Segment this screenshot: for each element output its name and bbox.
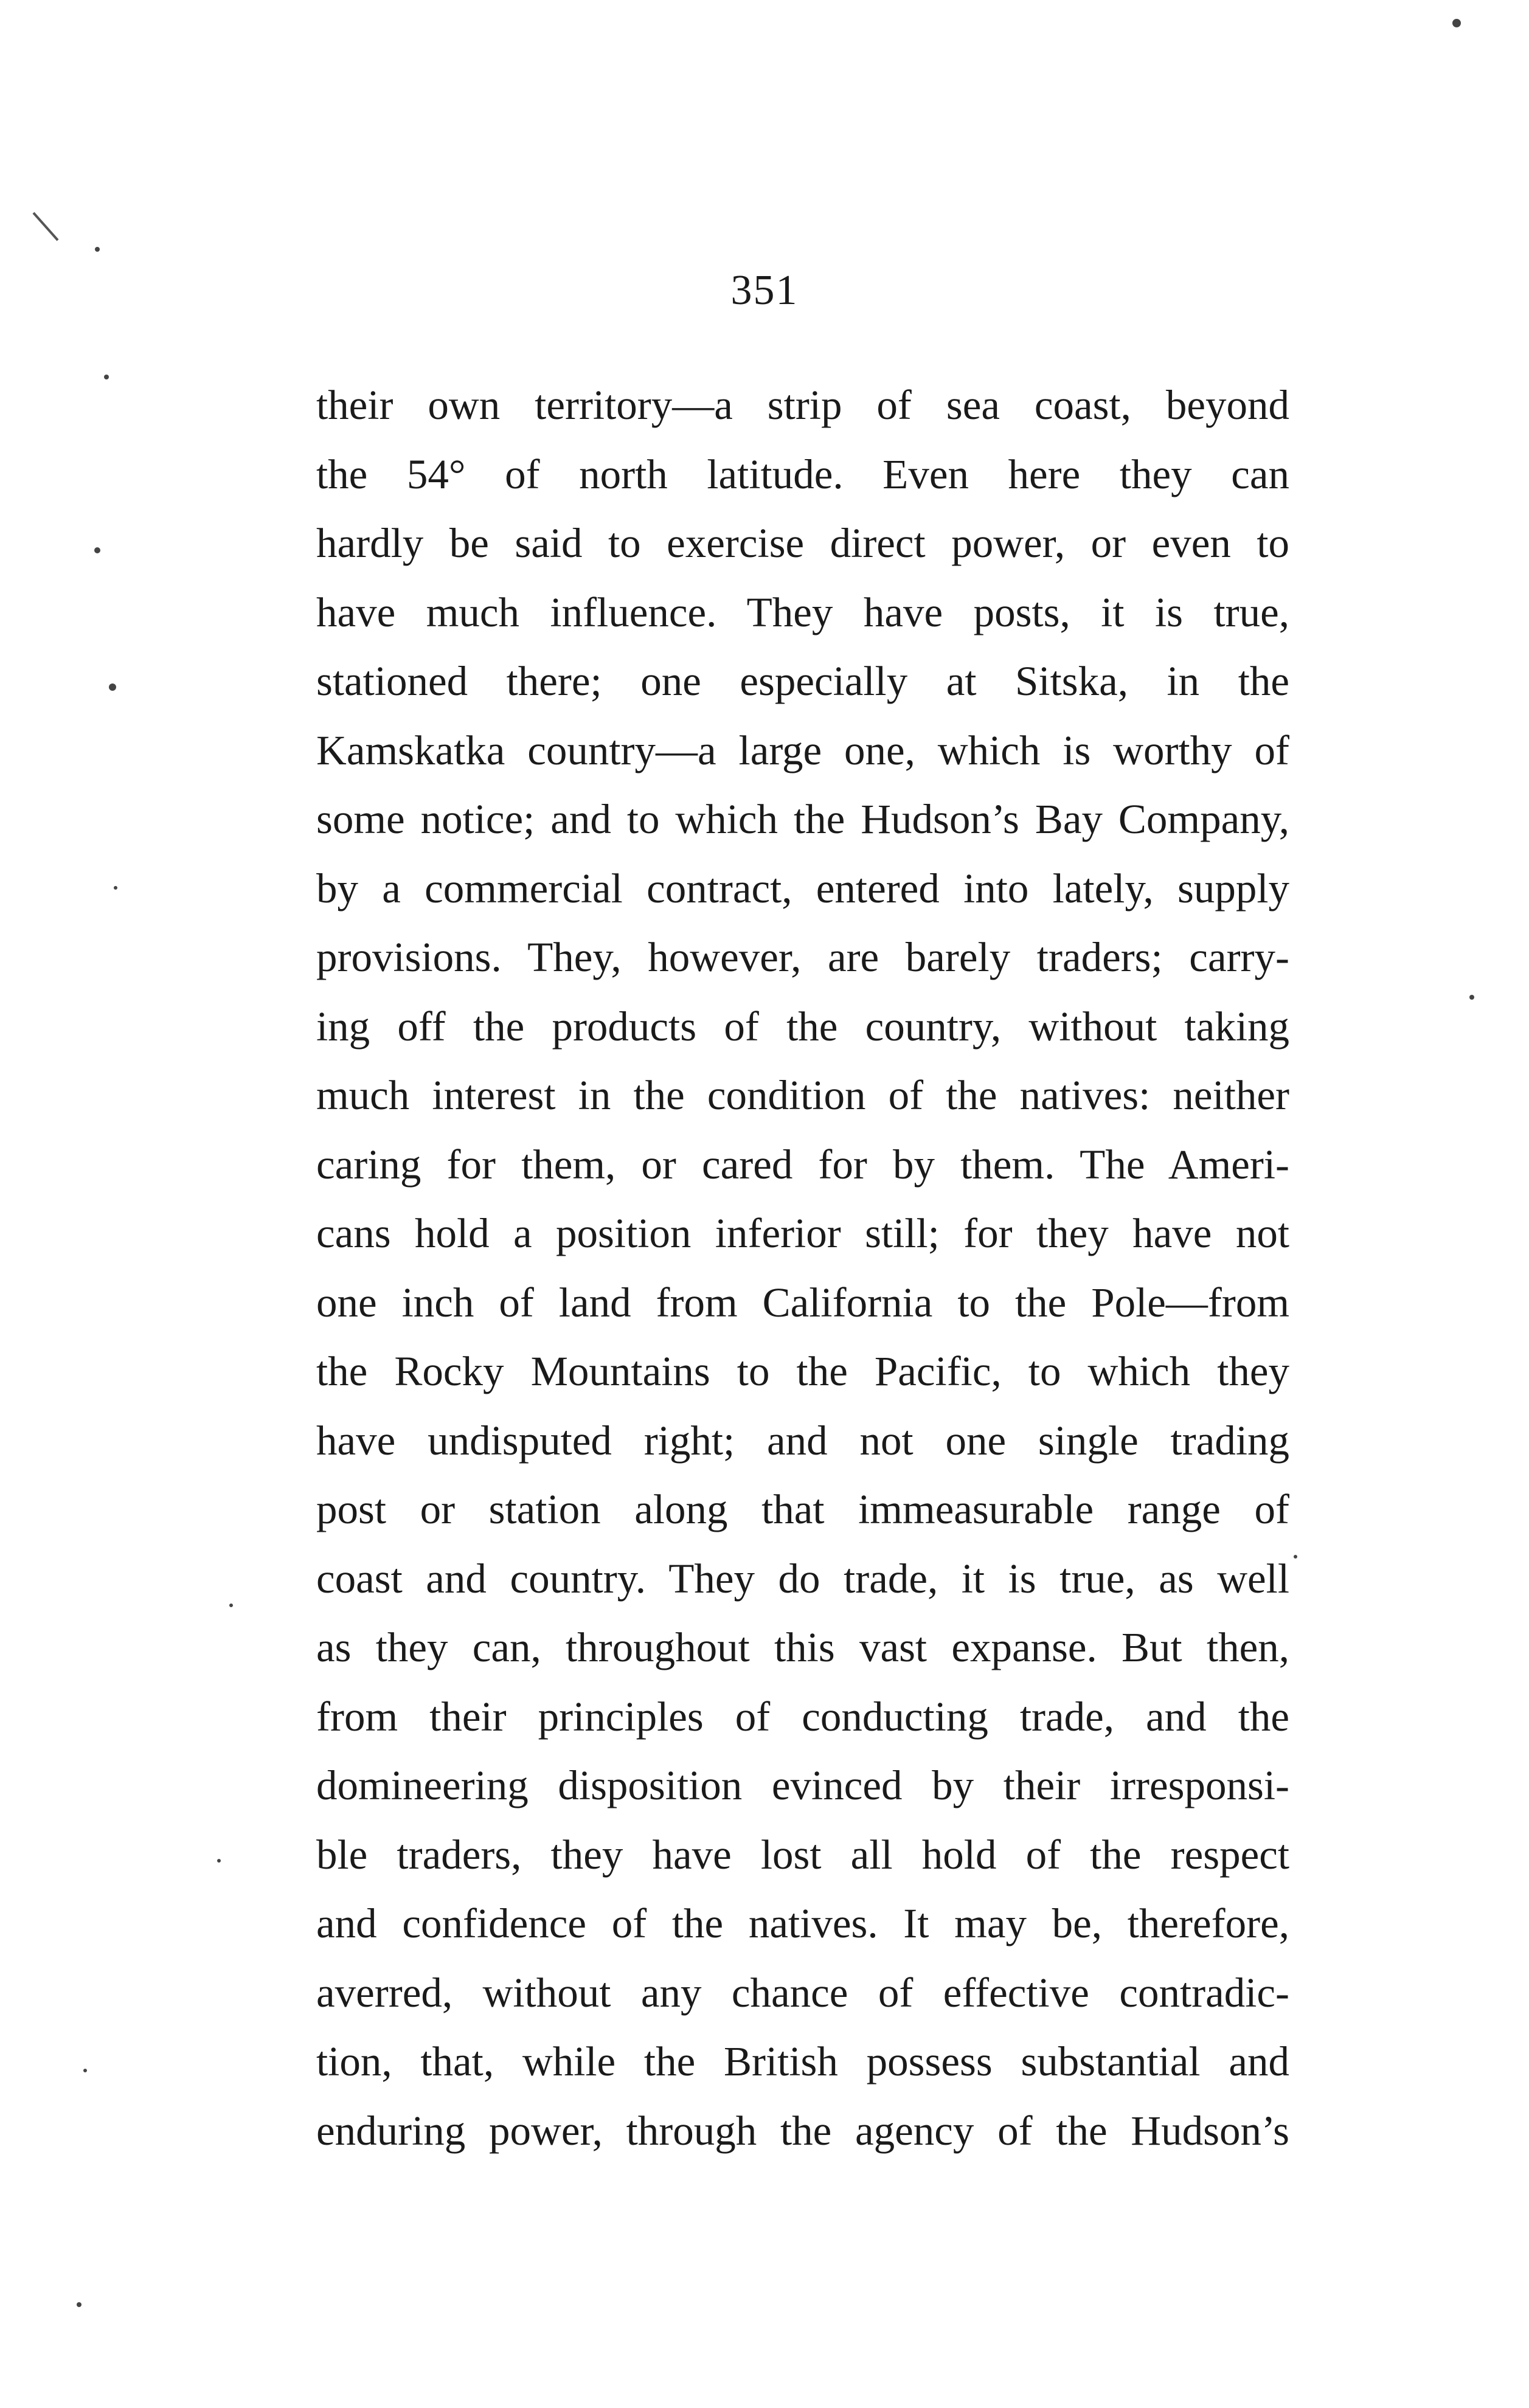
page-number: 351: [730, 267, 799, 314]
text-line: much interest in the condition of the natives: neither: [316, 1072, 1289, 1118]
text-line: the Rocky Mountains to the Pacific, to which they: [316, 1348, 1289, 1394]
text-line: the 54° of north latitude. Even here they can: [316, 451, 1289, 497]
speck: [1452, 19, 1461, 27]
speck: [114, 886, 117, 890]
text-line: have undisputed right; and not one single trading: [316, 1417, 1289, 1464]
text-line: ble traders, they have lost all hold of the respect: [316, 1831, 1289, 1878]
text-line: one inch of land from California to the Pole—from: [316, 1279, 1289, 1326]
text-line: ing off the products of the country, without taking: [316, 1003, 1289, 1050]
text-line: and confidence of the natives. It may be, therefore,: [316, 1900, 1289, 1946]
text-line: as they can, throughout this vast expanse. But then,: [316, 1624, 1289, 1670]
text-line: have much influence. They have posts, it is true,: [316, 589, 1289, 635]
text-line: averred, without any chance of effective contradic-: [316, 1969, 1289, 2016]
text-line: enduring power, through the agency of the Hudson’s: [316, 2107, 1289, 2154]
text-line: caring for them, or cared for by them. The Ameri-: [316, 1141, 1289, 1188]
text-line: by a commercial contract, entered into lately, supply: [316, 865, 1289, 912]
text-line: tion, that, while the British possess substantial and: [316, 2038, 1289, 2085]
speck: [33, 213, 58, 240]
speck: [1294, 1555, 1297, 1559]
text-line: stationed there; one especially at Sitska, in the: [316, 658, 1289, 704]
text-line: from their principles of conducting trade, and the: [316, 1693, 1289, 1740]
speck: [104, 375, 109, 379]
speck: [77, 2302, 81, 2307]
body-text: [316, 371, 1289, 2165]
text-line: post or station along that immeasurable range of: [316, 1486, 1289, 1532]
speck: [1469, 995, 1474, 1000]
speck: [109, 683, 116, 691]
text-line: provisions. They, however, are barely traders; carry-: [316, 934, 1289, 980]
text-line: domineering disposition evinced by their irresponsi-: [316, 1762, 1289, 1808]
text-line: some notice; and to which the Hudson’s Bay Company,: [316, 796, 1289, 842]
text-line: their own territory—a strip of sea coast, beyond: [316, 382, 1289, 428]
speck: [83, 2069, 87, 2072]
text-line: cans hold a position inferior still; for they have not: [316, 1210, 1289, 1256]
speck: [94, 547, 100, 553]
text-line: coast and country. They do trade, it is true, as well: [316, 1555, 1289, 1602]
speck: [95, 247, 100, 252]
speck: [217, 1859, 221, 1863]
text-line: hardly be said to exercise direct power, or even to: [316, 520, 1289, 566]
text-line: Kamskatka country—a large one, which is worthy of: [316, 727, 1289, 773]
speck: [229, 1604, 233, 1607]
